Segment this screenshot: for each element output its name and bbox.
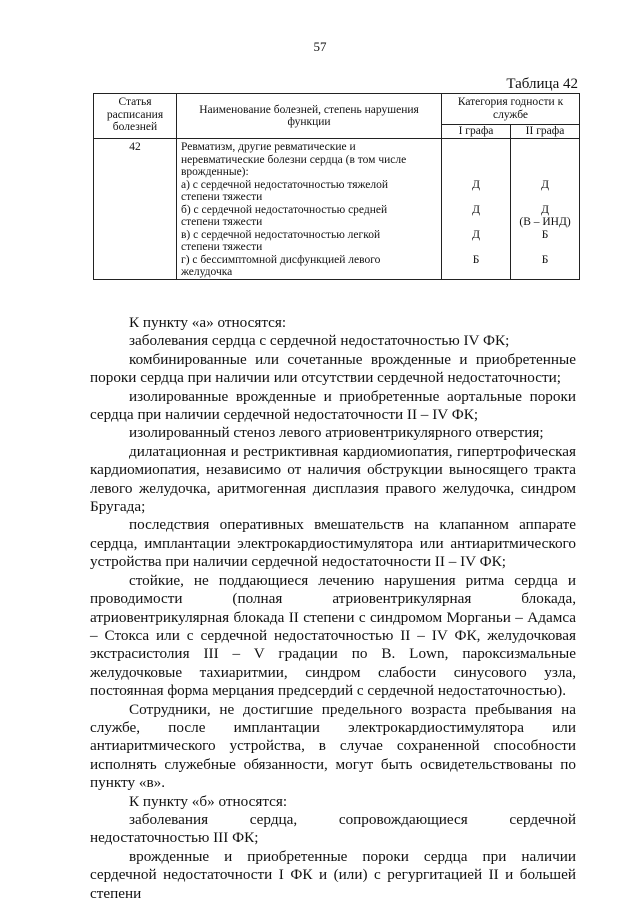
disease-name-line: врожденные): [181, 166, 249, 178]
category-col1-value: Д [472, 203, 480, 216]
paragraph: К пункту «б» относятся: [129, 792, 288, 810]
disease-name-line: степени тяжести [181, 216, 263, 228]
row-name [177, 139, 442, 280]
category-col1-value [442, 241, 510, 254]
header-name: Наименование болезней, степень нарушения функции [177, 94, 442, 139]
category-col2-value: Д [541, 178, 549, 191]
paragraph: Сотрудники, не достигшие предельного возраста пребывания на службе, после имплантации электрокардиостимулятора или антиаритмического устройства, в случае сохраненной способности исполнять служебные обязанности, могут быть освидетельствованы по пункту «в». [90, 700, 576, 792]
category-col1-value [442, 216, 510, 229]
category-col1-value: Д [472, 228, 480, 241]
row-col1 [442, 139, 511, 280]
disease-name-line: г) с бессимптомной дисфункцией левого [181, 253, 381, 266]
disease-name-line: б) с сердечной недостаточностью средней [181, 203, 388, 216]
paragraph: изолированные врожденные и приобретенные аортальные пороки сердца при наличии сердечной недостаточности II – IV ФК; [90, 387, 576, 424]
row-article: 42 [94, 139, 177, 280]
header-article: Статья расписания болезней [94, 94, 177, 139]
category-col1-value [442, 191, 510, 204]
category-col2-value: Б [541, 228, 549, 241]
category-col2-value [511, 166, 579, 179]
category-col2-value [511, 154, 579, 167]
paragraph: последствия оперативных вмешательств на клапанном аппарате сердца, имплантации электрокардиостимулятора или антиаритмического устройства при наличии сердечной недостаточности II – IV ФК; [90, 516, 576, 571]
disease-name-line: Ревматизм, другие ревматические и [181, 141, 356, 153]
paragraph: заболевания сердца, сопровождающиеся сердечной недостаточностью III ФК; [90, 810, 576, 847]
table-title: Таблица 42 [506, 76, 578, 92]
table-row [94, 139, 580, 280]
category-col1-value [442, 166, 510, 179]
paragraph: стойкие, не поддающиеся лечению нарушения ритма сердца и проводимости (полная атриовентрикулярная блокада, атриовентрикулярная блокада II степени с синдромом Морганьи – Адамса – Стокса или с сердечной недостаточностью II – IV ФК, желудочковая экстрасистолия III – V градации по B. Lown, пароксизмальные желудочковые тахиаритмии, синдром слабости синусового узла, постоянная форма мерцания предсердий с сердечной недостаточностью). [90, 571, 576, 700]
category-col2-value [511, 141, 579, 154]
category-col2-value: (В – ИНД) [519, 216, 571, 228]
paragraph: заболевания сердца с сердечной недостаточностью IV ФК; [129, 332, 510, 350]
disease-name-line: неревматические болезни сердца (в том числе [181, 153, 407, 166]
category-col2-value [511, 266, 579, 279]
paragraph: изолированный стеноз левого атриовентрикулярного отверстия; [129, 424, 544, 442]
header-col2: II графа [511, 125, 580, 139]
row-col2 [511, 139, 580, 280]
header-category: Категория годности к службе [442, 94, 580, 125]
category-col2-value: Б [541, 253, 549, 266]
category-col2-value [511, 241, 579, 254]
disease-name-line: желудочка [181, 266, 233, 278]
header-col1: I графа [442, 125, 511, 139]
paragraph: К пункту «а» относятся: [129, 314, 287, 331]
category-col1-value: Д [472, 178, 480, 191]
paragraph: врожденные и приобретенные пороки сердца при наличии сердечной недостаточности I ФК и (или) с регургитацией II и большей степени [90, 847, 576, 902]
paragraph: комбинированные или сочетанные врожденные и приобретенные пороки сердца при наличии или отсутствии сердечной недостаточности; [90, 350, 576, 387]
category-col2-value [511, 191, 579, 204]
category-col1-value: Б [472, 253, 480, 266]
disease-name-line: степени тяжести [181, 241, 263, 253]
page-number: 57 [313, 39, 327, 54]
disease-table [93, 93, 580, 280]
disease-name-line: а) с сердечной недостаточностью тяжелой [181, 178, 389, 191]
category-col2-value: Д [541, 203, 549, 216]
category-col1-value [442, 266, 510, 279]
body-text [90, 314, 576, 903]
category-col1-value [442, 141, 510, 154]
disease-name-line: степени тяжести [181, 191, 263, 203]
disease-name-line: в) с сердечной недостаточностью легкой [181, 228, 381, 241]
paragraph: дилатационная и рестриктивная кардиомиопатия, гипертрофическая кардиомиопатия, независимо от наличия обструкции выносящего тракта левого желудочка, аритмогенная дисплазия правого желудочка, синдром Бругада; [90, 442, 576, 516]
category-col1-value [442, 154, 510, 167]
